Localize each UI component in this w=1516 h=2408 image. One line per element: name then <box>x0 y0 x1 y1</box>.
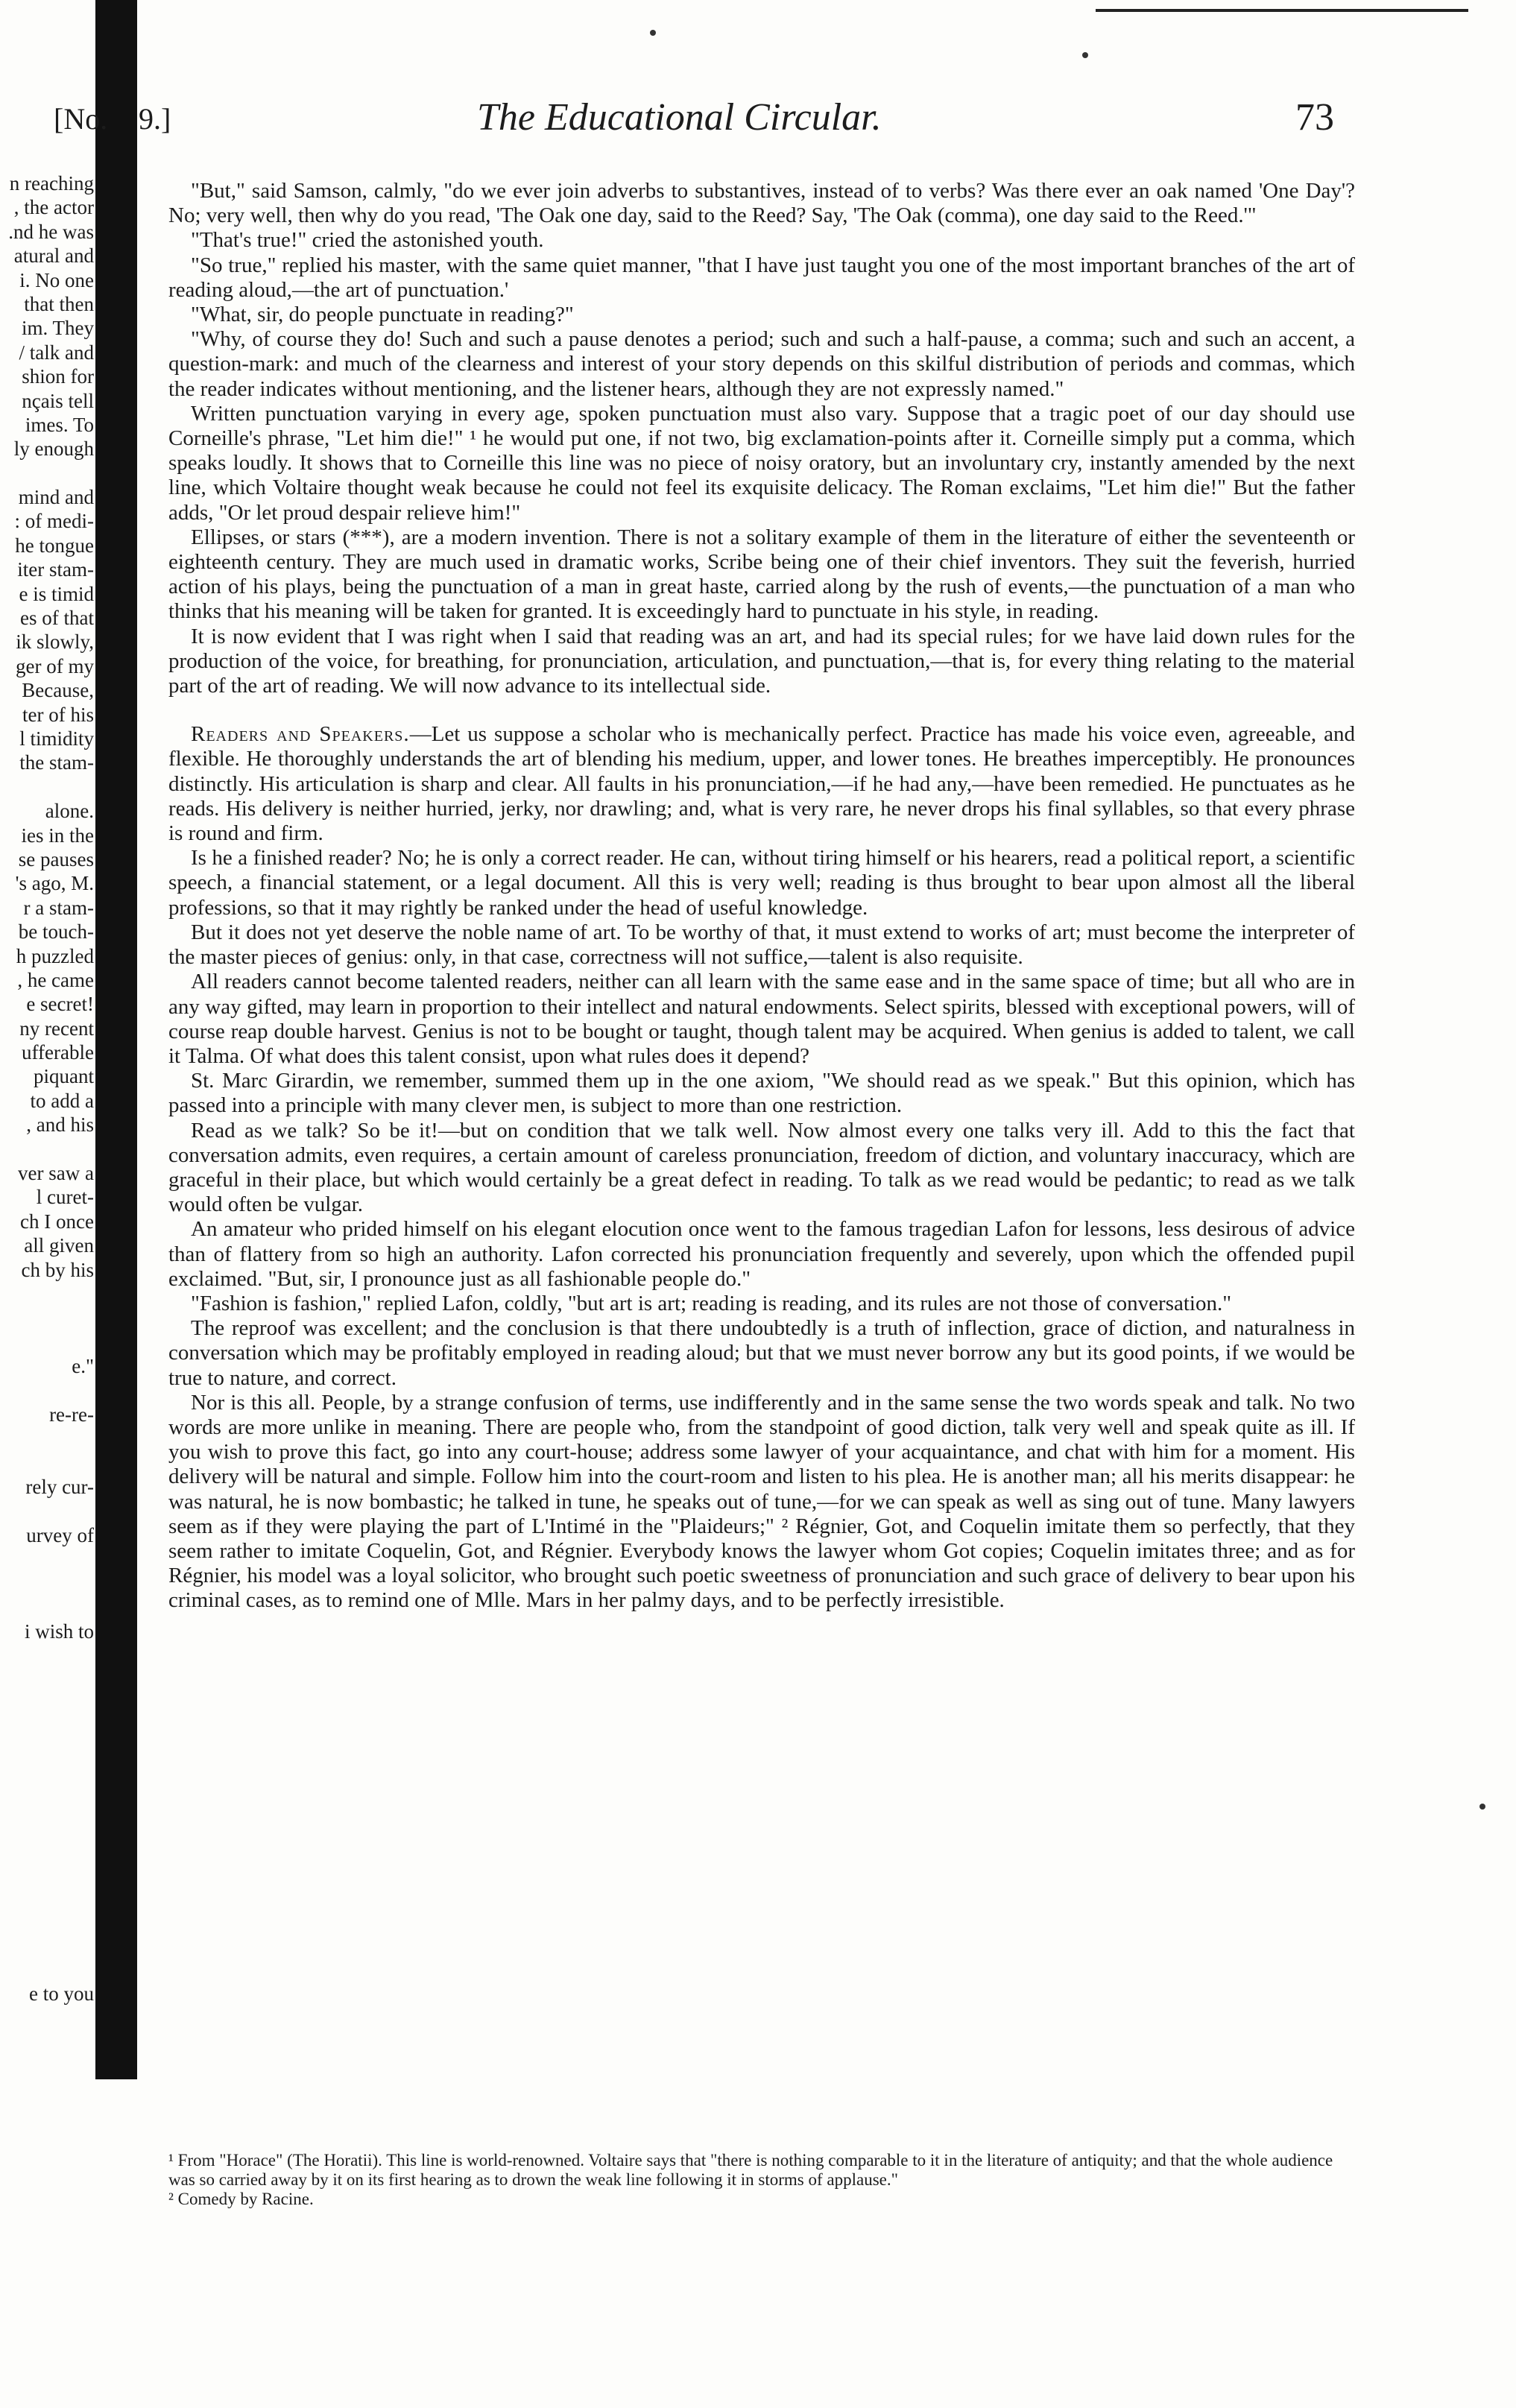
paragraph: But it does not yet deserve the noble name of art. To be worthy of that, it must extend to works of art; must become the interpreter of the master pieces of genius: only, in that case, correctness will not suffice,—talent is also requisite. <box>168 920 1355 970</box>
fragment-line: mind and <box>18 486 94 509</box>
fragment-line: e." <box>72 1355 94 1378</box>
fragment-line <box>4 1693 94 1716</box>
fragment-line <box>4 1137 94 1161</box>
fragment-line: nçais tell <box>22 389 94 412</box>
paragraph: It is now evident that I was right when I said that reading was an art, and had its special rules; for we have laid down rules for the production of the voice, for breathing, for pronunciation, articulation, and punctuation,—that is, for every thing relating to the material part of the art of reading. We will now advance to its intellectual side. <box>168 624 1355 698</box>
paragraph: The reproof was excellent; and the conclusion is that there undoubtedly is a truth of inflection, grace of diction, and naturalness in conversation which may be profitably employed in reading aloud; but that we must never borrow any but its good points, if we would be true to nature, and correct. <box>168 1316 1355 1390</box>
fragment-line: , and his <box>26 1113 94 1137</box>
paragraph: An amateur who prided himself on his elegant elocution once went to the famous tragedian Lafon for lessons, less desirous of advice than of flattery from so high an authority. Lafon corrected his pronunciation frequently and severely, upon which the offended pupil exclaimed. "But, sir, I pronounce just as all fashionable people do." <box>168 1217 1355 1291</box>
fragment-line: , the actor <box>13 196 94 219</box>
footnote: ² Comedy by Racine. <box>168 2190 314 2208</box>
fragment-line: imes. To <box>25 413 94 436</box>
fragment-line: the stam- <box>19 751 94 774</box>
fragment-line: : of medi- <box>14 510 94 533</box>
fragment-line: to add a <box>30 1089 94 1112</box>
fragment-line: he tongue <box>15 534 94 557</box>
issue-number: [No. <box>54 102 108 136</box>
paragraph: "What, sir, do people punctuate in reading?" <box>191 303 574 327</box>
running-title: The Educational Circular. <box>477 96 882 139</box>
fragment-line <box>4 1644 94 1668</box>
fragment-line <box>4 1716 94 1740</box>
fragment-line: iter stam- <box>17 558 94 581</box>
fragment-line: ik slowly, <box>16 631 94 654</box>
fragment-line <box>4 1934 94 1958</box>
speck <box>1479 1804 1485 1810</box>
fragment-line: ger of my <box>16 654 94 677</box>
fragment-line <box>4 1886 94 1909</box>
fragment-line <box>4 1740 94 1764</box>
fragment-line <box>4 1451 94 1475</box>
fragment-line: urvey of <box>26 1523 94 1546</box>
fragment-line: ufferable <box>22 1041 94 1064</box>
section-opening <box>168 722 1355 846</box>
issue-number-tail: 9.] <box>139 102 171 136</box>
fragment-line <box>4 1837 94 1861</box>
fragment-line: ch by his <box>21 1258 94 1281</box>
fragment-line <box>4 1765 94 1789</box>
fragment-line: alone. <box>45 800 94 823</box>
paragraph: All readers cannot become talented readers, neither can all learn with the same ease and in the same space of time; but all who are in any way gifted, may learn in proportion to their intellect and natural endowments. Select spirits, blessed with exceptional powers, will of course reap double harvest. Genius is not to be bought or taught, though talent may be acquired. When genius is added to talent, we call it Talma. Of what does this talent consist, upon what rules does it depend? <box>168 970 1355 1068</box>
fragment-line: re-re- <box>49 1403 94 1426</box>
fragment-line <box>4 1909 94 1933</box>
fragment-line <box>4 1306 94 1330</box>
paragraph: "That's true!" cried the astonished youth. <box>191 228 544 253</box>
fragment-line <box>4 1861 94 1885</box>
fragment-line <box>4 1330 94 1354</box>
fragment-line: all given <box>24 1234 94 1257</box>
fragment-line: ver saw a <box>18 1162 94 1185</box>
fragment-line: be touch- <box>18 920 94 944</box>
paragraph: Read as we talk? So be it!—but on condition that we talk well. Now almost every one talks very ill. Add to this the fact that conversation admits, even requires, a certain amount of careless pronunciation, freedom of diction, and voluntary inaccuracy, which are graceful in their place, but which would certainly be a great defect in reading. To talk as we read would be pedantic; to read as we talk would often be vulgar. <box>168 1118 1355 1217</box>
fragment-line: shion for <box>22 365 94 388</box>
fragment-line: im. They <box>22 317 94 340</box>
fragment-line: i wish to <box>24 1620 94 1643</box>
paragraph: "Fashion is fashion," replied Lafon, coldly, "but art is art; reading is reading, and its rules are not those of conversation." <box>191 1291 1232 1315</box>
fragment-line <box>4 1572 94 1596</box>
fragment-line <box>4 1499 94 1523</box>
fragment-line <box>4 775 94 799</box>
fragment-line: 's ago, M. <box>15 872 94 895</box>
fragment-line: .nd he was <box>8 220 94 243</box>
fragment-line: ny recent <box>19 1017 94 1040</box>
fragment-line <box>4 1379 94 1403</box>
paragraph: "Why, of course they do! Such and such a pause denotes a period; such and such a half-pause, a comma; such and such an accent, a question-mark: and much of the clearness and interest of your story depends on this skilful distribution of periods and commas, which the reader indicates without mentioning, and the listener hears, although they are not expressly named." <box>168 327 1355 401</box>
fragment-line: ies in the <box>21 824 94 847</box>
body-column <box>168 179 1355 1614</box>
binding-shadow <box>95 0 137 2079</box>
fragment-line: l timidity <box>19 727 94 750</box>
paragraph: St. Marc Girardin, we remember, summed them up in the one axiom, "We should read as we speak." But this opinion, which has passed into a principle with many clever men, is subject to more than one restriction. <box>168 1069 1355 1118</box>
fragment-line: rely cur- <box>25 1476 94 1499</box>
fragment-line <box>4 1789 94 1813</box>
fragment-line <box>4 1668 94 1692</box>
fragment-line: e to you <box>29 1982 94 2006</box>
fragment-line: e is timid <box>19 582 94 605</box>
top-rule <box>1096 9 1468 12</box>
paragraph: "So true," replied his master, with the same quiet manner, "that I have just taught you one of the most important branches of the art of reading aloud,—the art of punctuation.' <box>168 253 1355 302</box>
fragment-line: es of that <box>20 607 94 630</box>
page-number: 73 <box>1295 96 1334 139</box>
fragment-line: that then <box>24 292 94 315</box>
paragraph: —Let us suppose a scholar who is mechanically perfect. Practice has made his voice even, agreeable, and flexible. He thoroughly understands the art of blending his medium, upper, and lower tones. He breathes imperceptibly. He pronounces distinctly. His articulation is sharp and clear. All faults in his pronunciation,—if he had any,—have been remedied. He punctuates as he reads. His delivery is neither hurried, jerky, nor drawling; and, what is very rare, he never drops his final syllables, so that every phrase is round and firm. <box>168 722 1355 846</box>
fragment-line: r a stam- <box>23 896 94 919</box>
fragment-line: ly enough <box>13 437 94 461</box>
fragment-line: Because, <box>22 679 94 702</box>
fragment-line: ter of his <box>22 703 94 726</box>
fragment-line <box>4 1547 94 1571</box>
fragment-line: h puzzled <box>16 944 94 967</box>
fragment-line: e secret! <box>26 993 94 1016</box>
fragment-line: atural and <box>13 244 94 268</box>
facing-page-fragments <box>4 171 94 2006</box>
paragraph: Written punctuation varying in every age, spoken punctuation must also vary. Suppose that a tragic poet of our day should use Corneille's phrase, "Let him die!" ¹ he would put one, if not two, big exclamation-points after it. Corneille simply put a comma, which speaks loudly. It shows that to Corneille this line was no piece of noisy oratory, but an involuntary cry, instantly amended by the next line, which Voltaire thought weak because he could not feel its exquisite delicacy. The Roman exclaims, "Let him die!" But the father adds, "Or let proud despair relieve him!" <box>168 401 1355 525</box>
section-heading: Readers and Speakers. <box>191 722 410 747</box>
paragraph: Ellipses, or stars (***), are a modern invention. There is not a solitary example of them in the literature of either the seventeenth or eighteenth century. They are much used in dramatic works, Scribe being one of their chief inventors. They suit the feverish, hurried action of his plays, being the punctuation of a man in great haste, carried along by the rush of events,—the punctuation of a man who thinks that his meaning will be taken for granted. It is exceedingly hard to punctuate in his style, in reading. <box>168 525 1355 624</box>
fragment-line: / talk and <box>19 341 94 364</box>
fragment-line <box>4 461 94 485</box>
footnotes <box>168 2151 1355 2209</box>
fragment-line: i. No one <box>19 268 94 291</box>
speck <box>650 30 656 36</box>
fragment-line: se pauses <box>18 847 94 870</box>
fragment-line <box>4 1958 94 1982</box>
fragment-line <box>4 1813 94 1837</box>
paragraph: Is he a finished reader? No; he is only a correct reader. He can, without tiring himself or his hearers, read a political report, a scientific speech, a financial statement, or a legal document. All this is very well; reading is thus brought to bear upon almost all the liberal professions, so that it may rightly be ranked under the head of useful knowledge. <box>168 846 1355 920</box>
fragment-line: piquant <box>34 1065 94 1088</box>
fragment-line <box>4 1426 94 1450</box>
fragment-line: n reaching <box>9 172 94 195</box>
speck <box>1082 52 1088 58</box>
fragment-line: ch I once <box>20 1210 94 1233</box>
fragment-line: , he came <box>17 968 94 991</box>
fragment-line <box>4 1596 94 1619</box>
footnote: ¹ From "Horace" (The Horatii). This line is world-renowned. Voltaire says that "there is nothing comparable to it in the literature of antiquity; and that the whole audience was so carried away by it on its first hearing as to drown the weak line following it in storms of applause." <box>168 2151 1333 2189</box>
paragraph: Nor is this all. People, by a strange confusion of terms, use indifferently and in the same sense the two words speak and talk. No two words are more unlike in meaning. There are people who, from the standpoint of good diction, talk very well and speak quite as ill. If you wish to prove this fact, go into any court-house; address some lawyer of your acquaintance, and chat with him for a moment. His delivery will be natural and simple. Follow him into the court-room and listen to his plea. He is another man; all his merits disappear: he was natural, he is now bombastic; he talked in tune, he speaks out of tune,—for we can speak as well as sing out of tune. Many lawyers seem as if they were playing the part of L'Intimé in the "Plaideurs;" ² Régnier, Got, and Coquelin imitate them so perfectly, that they seem rather to imitate Coquelin, Got, and Régnier. Everybody knows the lawyer whom Got copies; Coquelin imitates three; and as for Régnier, his model was a loyal solicitor, who brought such poetic sweetness of pronunciation and such grace of delivery to bear upon his criminal cases, as to remind one of Mlle. Mars in her palmy days, and to be perfectly irresistible. <box>168 1390 1355 1613</box>
fragment-line: l curet- <box>36 1186 94 1209</box>
fragment-line <box>4 1282 94 1306</box>
paragraph: "But," said Samson, calmly, "do we ever join adverbs to substantives, instead of to verbs? Was there ever an oak named 'One Day'? No; very well, then why do you read, 'The Oak one day, said to the Reed? Say, 'The Oak (comma), one day said to the Reed.'" <box>168 179 1355 228</box>
